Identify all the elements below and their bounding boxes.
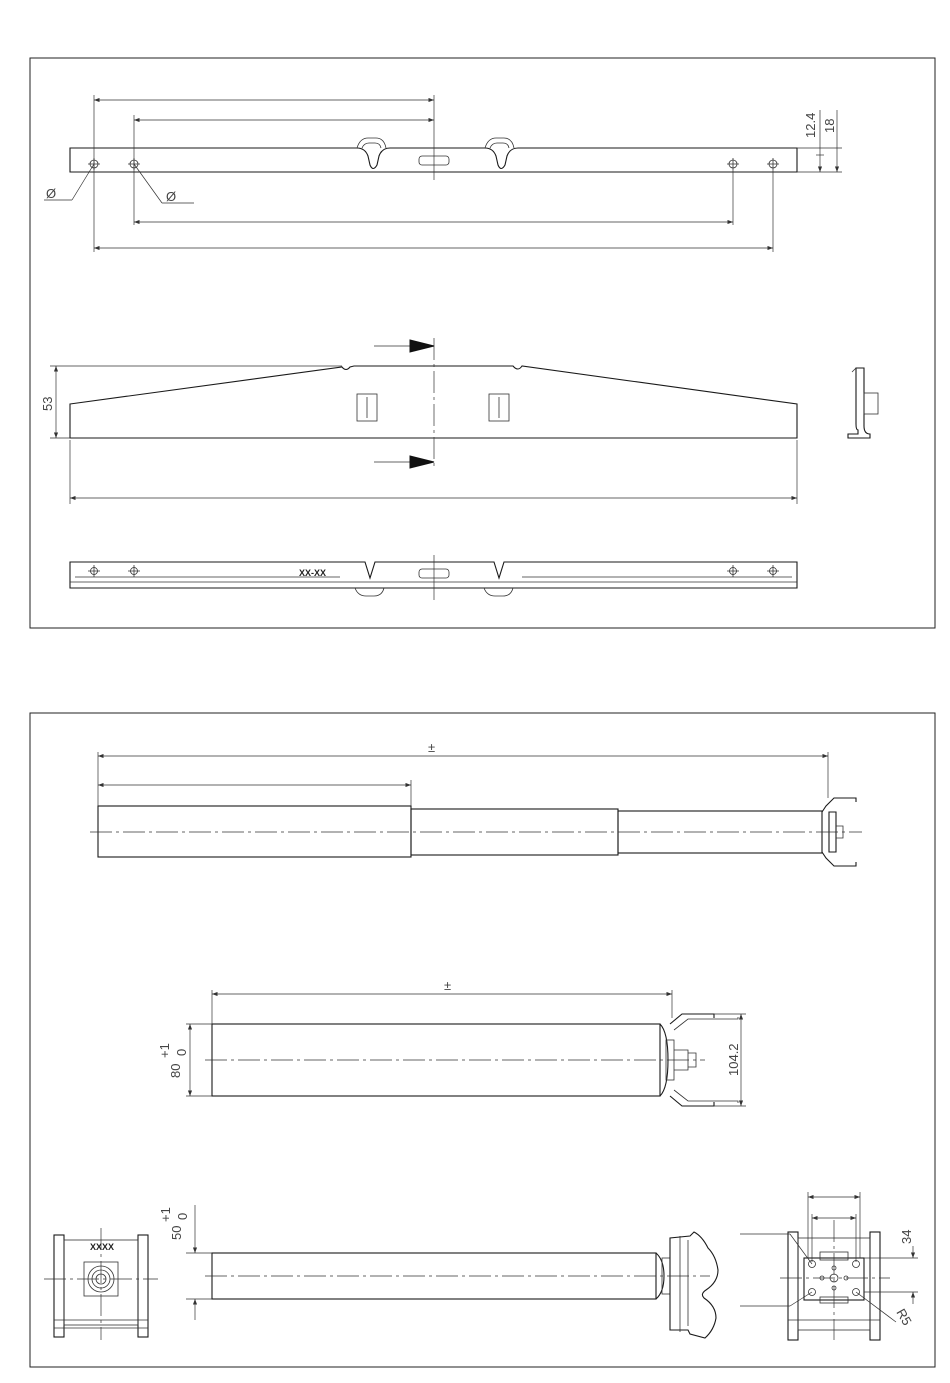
dim-53: 53 [40, 396, 55, 411]
rail-top-view [70, 138, 797, 180]
diameter-symbol-right: Ø [166, 189, 177, 204]
telescopic-tube-view [90, 752, 862, 866]
rail-front-view [50, 338, 797, 504]
tolerance-plus-minus-2: ± [444, 978, 452, 993]
sheet1-frame [30, 58, 935, 628]
dim-18: 18 [822, 118, 837, 133]
end-view-label: XXXX [90, 1242, 115, 1252]
dim-tube-tol-upper: +1 [157, 1043, 172, 1058]
dim-34: 34 [899, 1229, 914, 1244]
tube-side-view [186, 1205, 718, 1338]
rail-bottom-view [70, 555, 797, 600]
tolerance-plus-minus-1: ± [428, 740, 436, 755]
rail-dimensions [44, 95, 842, 252]
dim-small-tol-lower: 0 [175, 1212, 190, 1220]
rail-section-profile [848, 368, 878, 438]
rail-marking: XX-XX [299, 568, 327, 578]
diameter-symbol-left: Ø [46, 186, 57, 201]
end-view-right [740, 1192, 918, 1340]
dim-bracket-height: 104.2 [726, 1043, 741, 1076]
dim-tube-diameter: 80 [168, 1063, 183, 1078]
dim-small-diameter: 50 [169, 1225, 184, 1240]
dim-radius: R5 [893, 1306, 915, 1328]
dim-12-4: 12.4 [803, 112, 818, 138]
dim-tube-tol-lower: 0 [174, 1048, 189, 1056]
dim-small-tol-upper: +1 [158, 1207, 173, 1222]
tube-with-bracket-view [186, 990, 746, 1106]
